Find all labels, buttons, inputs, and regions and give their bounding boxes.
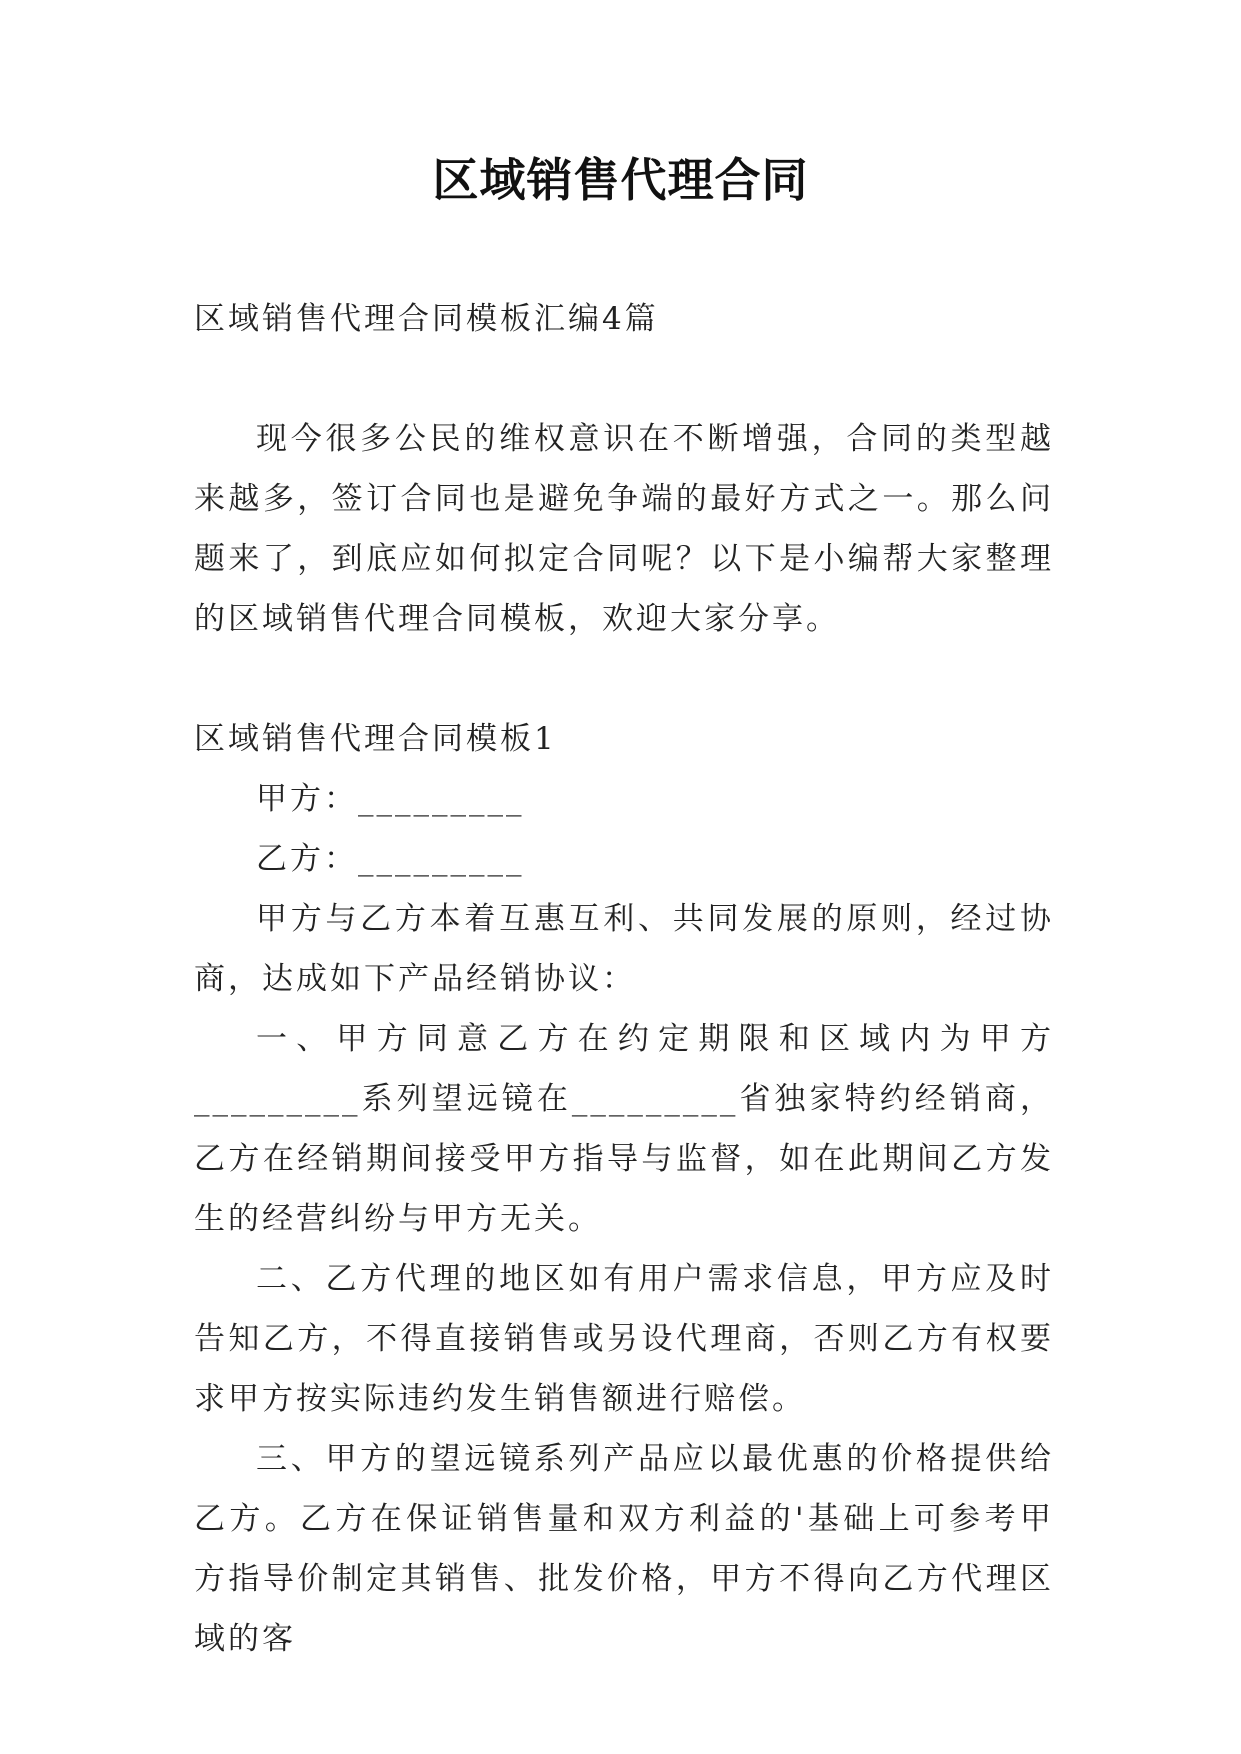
document-subtitle: 区域销售代理合同模板汇编4篇 <box>194 301 659 337</box>
template-heading: 区域销售代理合同模板1 <box>194 721 557 757</box>
preamble-paragraph: 甲方与乙方本着互惠互利、共同发展的原则，经过协商，达成如下产品经销协议： <box>194 901 1054 997</box>
party-a-line: 甲方：_________ <box>256 781 525 817</box>
intro-paragraph: 现今很多公民的维权意识在不断增强，合同的类型越来越多，签订合同也是避免争端的最好方式之一。那么问题来了，到底应如何拟定合同呢？以下是小编帮大家整理的区域销售代理合同模板，欢迎大家分享。 <box>194 421 1054 637</box>
clause-3-paragraph: 三、甲方的望远镜系列产品应以最优惠的价格提供给乙方。乙方在保证销售量和双方利益的'基础上可参考甲方指导价制定其销售、批发价格，甲方不得向乙方代理区域的客 <box>194 1441 1054 1657</box>
party-b-line: 乙方：_________ <box>256 841 525 877</box>
clause-1-paragraph: 一、甲方同意乙方在约定期限和区域内为甲方_________系列望远镜在_________省独家特约经销商，乙方在经销期间接受甲方指导与监督，如在此期间乙方发生的经营纠纷与甲方无关。 <box>194 1021 1054 1237</box>
document-title: 区域销售代理合同 <box>432 153 809 207</box>
document-body <box>194 289 1054 1669</box>
clause-2-paragraph: 二、乙方代理的地区如有用户需求信息，甲方应及时告知乙方，不得直接销售或另设代理商，否则乙方有权要求甲方按实际违约发生销售额进行赔偿。 <box>194 1261 1054 1417</box>
